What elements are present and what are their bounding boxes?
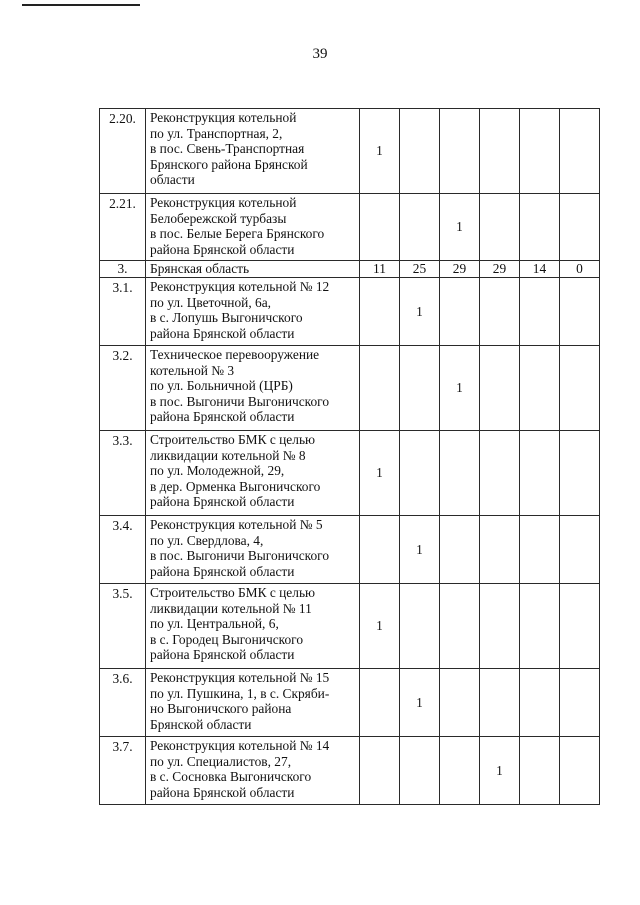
table-row: [100, 261, 600, 278]
year-value-cell: [560, 669, 600, 737]
year-value-cell: [440, 109, 480, 194]
year-value-cell: 14: [520, 261, 560, 278]
year-value-cell: [560, 278, 600, 346]
year-value-cell: [560, 516, 600, 584]
year-value-cell: 1: [400, 516, 440, 584]
row-number-cell: 2.21.: [100, 194, 146, 261]
year-value-cell: [400, 346, 440, 431]
top-rule: [22, 4, 140, 6]
year-value-cell: 11: [360, 261, 400, 278]
year-value-cell: 1: [400, 278, 440, 346]
row-number-cell: 2.20.: [100, 109, 146, 194]
row-number-cell: 3.7.: [100, 737, 146, 805]
object-name-cell: Реконструкция котельной № 5 по ул. Свердлова, 4, в пос. Выгоничи Выгоничского района Брянской области: [146, 516, 360, 584]
table-row: [100, 109, 600, 194]
table-body: [100, 109, 600, 805]
year-value-cell: [520, 669, 560, 737]
year-value-cell: [400, 194, 440, 261]
year-value-cell: [360, 194, 400, 261]
table-row: [100, 516, 600, 584]
year-value-cell: [440, 431, 480, 516]
year-value-cell: [480, 584, 520, 669]
object-name-cell: Реконструкция котельной № 14 по ул. Специалистов, 27, в с. Сосновка Выгоничского района Брянской области: [146, 737, 360, 805]
table-row: [100, 737, 600, 805]
object-name-cell: Реконструкция котельной № 15 по ул. Пушкина, 1, в с. Скряби- но Выгоничского района Брянской области: [146, 669, 360, 737]
year-value-cell: [480, 278, 520, 346]
year-value-cell: [560, 346, 600, 431]
year-value-cell: 1: [400, 669, 440, 737]
year-value-cell: [480, 431, 520, 516]
year-value-cell: [560, 737, 600, 805]
year-value-cell: [480, 109, 520, 194]
table-row: [100, 669, 600, 737]
year-value-cell: 1: [360, 431, 400, 516]
year-value-cell: 29: [440, 261, 480, 278]
year-value-cell: [480, 346, 520, 431]
row-number-cell: 3.3.: [100, 431, 146, 516]
year-value-cell: [520, 194, 560, 261]
year-value-cell: [560, 194, 600, 261]
year-value-cell: 1: [360, 109, 400, 194]
year-value-cell: [360, 669, 400, 737]
year-value-cell: [440, 584, 480, 669]
year-value-cell: [520, 584, 560, 669]
year-value-cell: 1: [440, 346, 480, 431]
year-value-cell: [560, 431, 600, 516]
year-value-cell: 1: [440, 194, 480, 261]
year-value-cell: 25: [400, 261, 440, 278]
year-value-cell: [520, 737, 560, 805]
year-value-cell: [360, 737, 400, 805]
row-number-cell: 3.6.: [100, 669, 146, 737]
year-value-cell: [560, 584, 600, 669]
year-value-cell: [480, 516, 520, 584]
row-number-cell: 3.2.: [100, 346, 146, 431]
table-row: [100, 194, 600, 261]
year-value-cell: [440, 737, 480, 805]
year-value-cell: [400, 431, 440, 516]
object-name-cell: Строительство БМК с целью ликвидации котельной № 8 по ул. Молодежной, 29, в дер. Орменка Выгоничского района Брянской области: [146, 431, 360, 516]
object-name-cell: Техническое перевооружение котельной № 3 по ул. Больничной (ЦРБ) в пос. Выгоничи Выгоничского района Брянской области: [146, 346, 360, 431]
row-number-cell: 3.5.: [100, 584, 146, 669]
object-name-cell: Реконструкция котельной по ул. Транспортная, 2, в пос. Свень-Транспортная Брянского района Брянской области: [146, 109, 360, 194]
year-value-cell: [520, 109, 560, 194]
object-name-cell: Брянская область: [146, 261, 360, 278]
year-value-cell: 1: [480, 737, 520, 805]
table-row: [100, 584, 600, 669]
table-row: [100, 346, 600, 431]
page-number: 39: [312, 46, 328, 62]
year-value-cell: [520, 516, 560, 584]
year-value-cell: 29: [480, 261, 520, 278]
row-number-cell: 3.4.: [100, 516, 146, 584]
object-name-cell: Строительство БМК с целью ликвидации котельной № 11 по ул. Центральной, 6, в с. Городец Выгоничского района Брянской области: [146, 584, 360, 669]
year-value-cell: [360, 346, 400, 431]
year-value-cell: [520, 431, 560, 516]
year-value-cell: [440, 516, 480, 584]
object-name-cell: Реконструкция котельной Белобережской турбазы в пос. Белые Берега Брянского района Брянской области: [146, 194, 360, 261]
object-name-cell: Реконструкция котельной № 12 по ул. Цветочной, 6а, в с. Лопушь Выгоничского района Брянской области: [146, 278, 360, 346]
boiler-program-table: [99, 108, 600, 805]
year-value-cell: [480, 669, 520, 737]
table-row: [100, 431, 600, 516]
year-value-cell: [520, 346, 560, 431]
year-value-cell: [440, 278, 480, 346]
row-number-cell: 3.1.: [100, 278, 146, 346]
row-number-cell: 3.: [100, 261, 146, 278]
year-value-cell: [400, 737, 440, 805]
year-value-cell: [440, 669, 480, 737]
year-value-cell: [400, 109, 440, 194]
year-value-cell: 0: [560, 261, 600, 278]
table-row: [100, 278, 600, 346]
year-value-cell: [360, 278, 400, 346]
year-value-cell: [360, 516, 400, 584]
year-value-cell: [560, 109, 600, 194]
year-value-cell: [400, 584, 440, 669]
year-value-cell: 1: [360, 584, 400, 669]
year-value-cell: [520, 278, 560, 346]
year-value-cell: [480, 194, 520, 261]
